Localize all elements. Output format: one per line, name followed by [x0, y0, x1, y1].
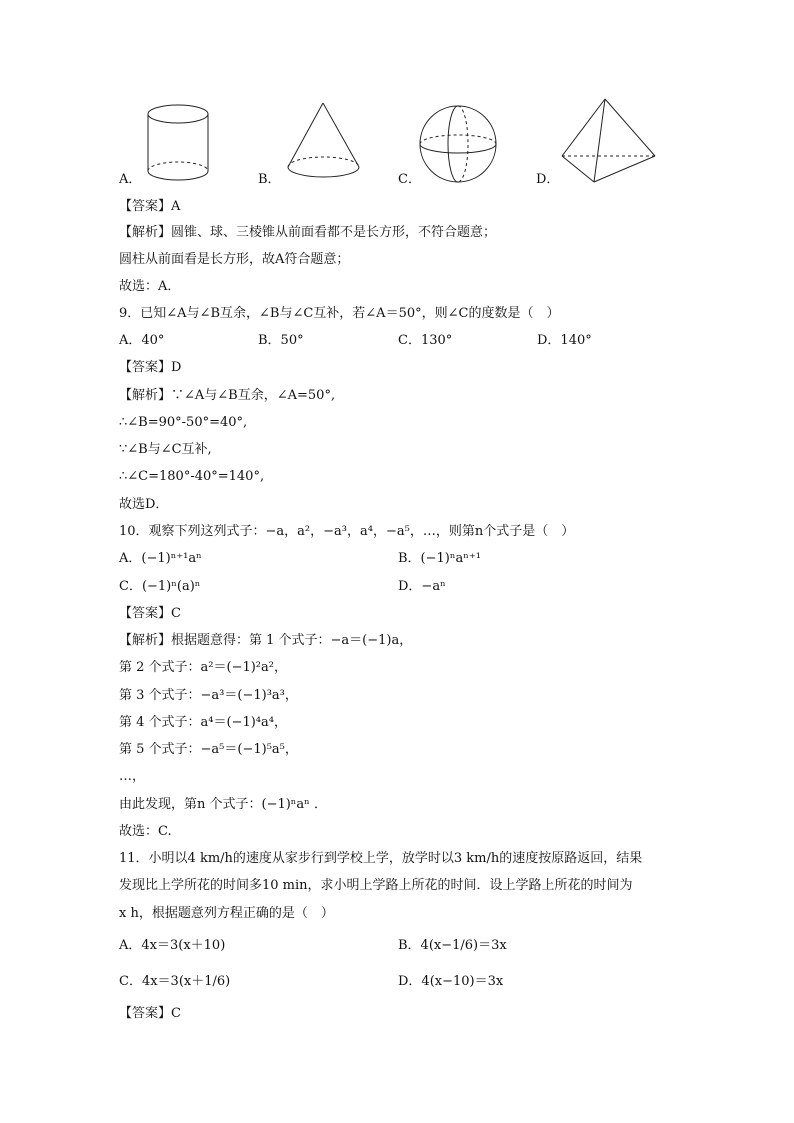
q10-answer: 【答案】C: [119, 606, 181, 621]
q10-analysis-line-7: 由此发现，第n 个式子：(−1)ⁿaⁿ ．: [119, 797, 327, 812]
sphere-icon: [420, 106, 496, 182]
figure-option-b-label: B．: [258, 172, 281, 187]
q10-conclusion: 故选：C.: [119, 824, 172, 839]
figure-option-a-label: A．: [119, 172, 142, 187]
q11-option-d: D．4(x−10)＝3x: [398, 974, 504, 989]
q11-stem-line-2: 发现比上学所花的时间多10 min，求小明上学路上所花的时间．设上学路上所花的时间为: [119, 878, 633, 893]
q10-analysis-line-2: 第 2 个式子：a²＝(−1)²a²，: [119, 660, 287, 675]
q11-stem-line-1: 11．小明以4 km/h的速度从家步行到学校上学，放学时以3 km/h的速度按原路返回，结果: [119, 851, 643, 866]
q10-option-a: A．(−1)ⁿ⁺¹aⁿ: [119, 551, 202, 566]
q9-option-a: A．40°: [119, 333, 165, 348]
q10-option-d: D．−aⁿ: [398, 579, 446, 594]
q10-analysis-line-6: …，: [119, 769, 146, 784]
figure-option-c-label: C．: [398, 172, 421, 187]
triangular-pyramid-icon: [562, 99, 655, 182]
sphere-figure: [418, 102, 500, 187]
q8-conclusion: 故选：A．: [119, 279, 181, 294]
q9-option-d: D．140°: [537, 333, 592, 348]
q9-stem: 9．已知∠A与∠B互余，∠B与∠C互补，若∠A＝50°，则∠C的度数是（ ）: [119, 306, 560, 321]
q9-conclusion: 故选D．: [119, 497, 169, 512]
q9-answer: 【答案】D: [119, 360, 182, 375]
q10-analysis-line-3: 第 3 个式子：−a³＝(−1)³a³，: [119, 688, 298, 703]
q8-analysis-line-1: 【解析】圆锥、球、三棱锥从前面看都不是长方形，不符合题意；: [119, 225, 497, 240]
cylinder-figure: [142, 100, 222, 185]
q11-option-b: B．4(x−1/6)＝3x: [398, 938, 507, 953]
q10-option-b: B．(−1)ⁿaⁿ⁺¹: [398, 551, 481, 566]
q11-option-c: C．4x＝3(x＋1/6): [119, 974, 231, 989]
q11-answer: 【答案】C: [119, 1006, 181, 1021]
q9-option-b: B．50°: [258, 333, 304, 348]
cone-figure: [284, 100, 364, 185]
q10-option-c: C．(−1)ⁿ(a)ⁿ: [119, 579, 201, 594]
pyramid-figure: [558, 96, 660, 188]
q9-analysis-line-3: ∵∠B与∠C互补,: [119, 442, 212, 457]
q10-analysis-line-4: 第 4 个式子：a⁴＝(−1)⁴a⁴，: [119, 715, 287, 730]
q8-answer: 【答案】A: [119, 199, 181, 214]
q8-analysis-line-2: 圆柱从前面看是长方形，故A符合题意；: [119, 252, 350, 267]
q11-stem-line-3: x h，根据题意列方程正确的是（ ）: [119, 906, 334, 921]
q9-analysis-line-1: 【解析】∵∠A与∠B互余，∠A=50°,: [119, 388, 336, 403]
figure-option-d-label: D．: [536, 172, 560, 187]
cylinder-icon: [148, 105, 208, 180]
q9-option-c: C．130°: [398, 333, 453, 348]
cone-icon: [288, 103, 359, 177]
q9-analysis-line-2: ∴∠B=90°-50°=40°,: [119, 415, 248, 430]
q10-stem: 10．观察下列这列式子：−a，a²，−a³，a⁴，−a⁵，…，则第n个式子是（ ）: [119, 524, 575, 539]
q9-analysis-line-4: ∴∠C=180°-40°=140°,: [119, 469, 265, 484]
q10-analysis-line-1: 【解析】根据题意得：第 1 个式子：−a＝(−1)a，: [119, 633, 413, 648]
q11-option-a: A．4x＝3(x＋10): [119, 938, 226, 953]
q10-analysis-line-5: 第 5 个式子：−a⁵＝(−1)⁵a⁵，: [119, 742, 298, 757]
